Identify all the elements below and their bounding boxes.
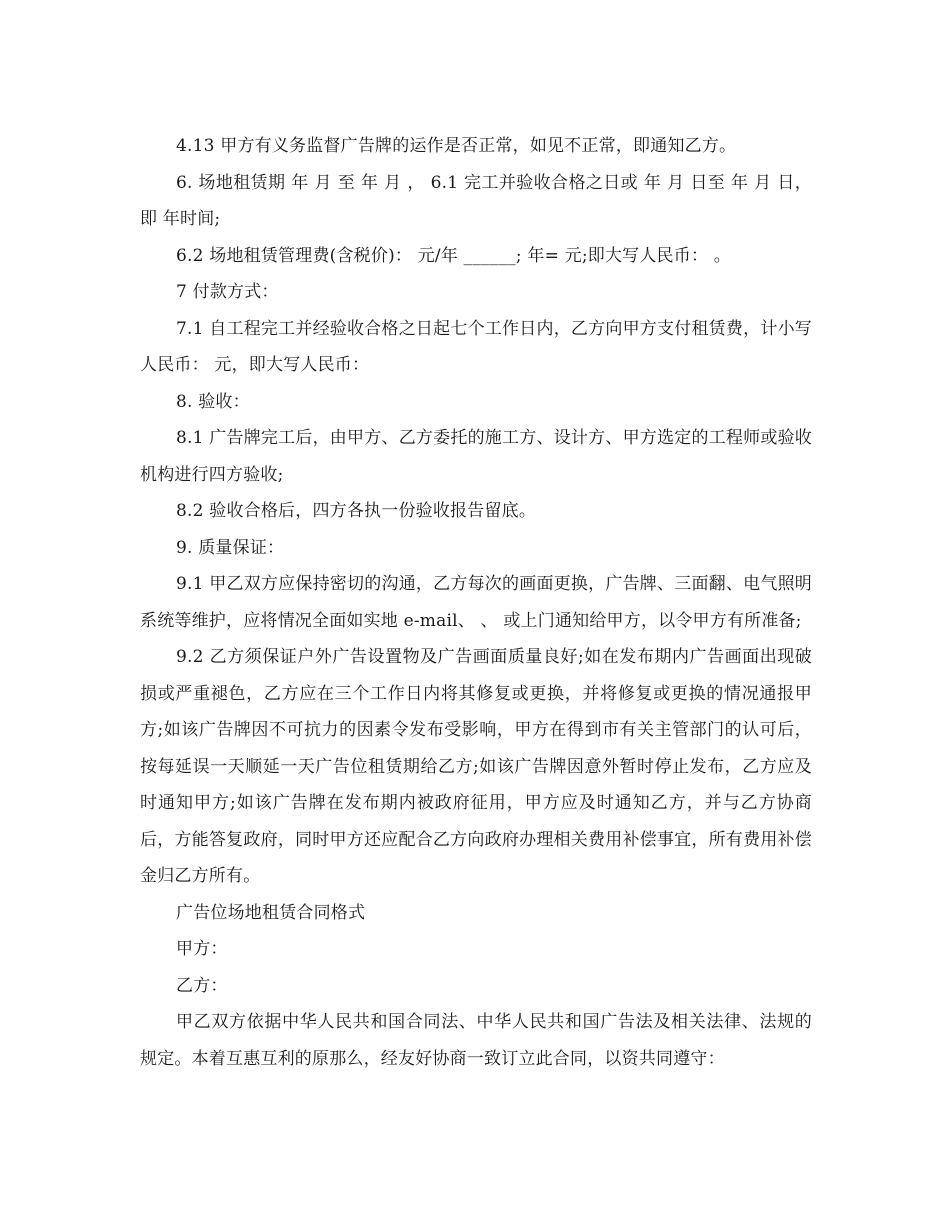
paragraph-9-1: 9.1 甲乙双方应保持密切的沟通，乙方每次的画面更换，广告牌、三面翻、电气照明系统等维护，应将情况全面如实地 e-mail、 、 或上门通知给甲方，以令甲方有所准备; <box>140 574 812 631</box>
heading-7-payment: 7 付款方式： <box>176 282 279 302</box>
paragraph-6-2-management-fee: 6.2 场地租赁管理费(含税价)： 元/年 ______; 年= 元;即大写人民币： 。 <box>176 245 731 266</box>
heading-8-acceptance: 8. 验收： <box>176 391 250 412</box>
paragraph-7-1: 7.1 自工程完工并经验收合格之日起七个工作日内，乙方向甲方支付租赁费，计小写人民币： 元，即大写人民币： <box>140 318 812 375</box>
document-body <box>140 128 812 1077</box>
contract-preamble: 甲乙双方依据中华人民共和国合同法、中华人民共和国广告法及相关法律、法规的规定。本着互惠互利的原那么，经友好协商一致订立此合同，以资共同遵守： <box>140 1012 812 1069</box>
contract-format-title: 广告位场地租赁合同格式 <box>176 902 366 923</box>
party-a-label: 甲方： <box>176 939 228 959</box>
paragraph-8-1: 8.1 广告牌完工后，由甲方、乙方委托的施工方、设计方、甲方选定的工程师或验收机构进行四方验收; <box>140 428 812 485</box>
party-b-label: 乙方： <box>176 975 228 996</box>
paragraph-9-2: 9.2 乙方须保证户外广告设置物及广告画面质量良好;如在发布期内广告画面出现破损或严重褪色，乙方应在三个工作日内将其修复或更换，并将修复或更换的情况通报甲方;如该广告牌因不可抗力的因素令发布受影响，甲方在得到市有关主管部门的认可后，按每延误一天顺延一天广告位租赁期给乙方;如该广告牌因意外暂时停止发布，乙方应及时通知甲方;如该广告牌在发布期内被政府征用，甲方应及时通知乙方，并与乙方协商后，方能答复政府，同时甲方还应配合乙方向政府办理相关费用补偿事宜，所有费用补偿金归乙方所有。 <box>140 647 812 886</box>
paragraph-4-13: 4.13 甲方有义务监督广告牌的运作是否正常，如见不正常，即通知乙方。 <box>176 136 737 156</box>
paragraph-6-lease-period: 6. 场地租赁期 年 月 至 年 月 ， 6.1 完工并验收合格之日或 年 月 日至 年 月 日，即 年时间; <box>140 172 812 229</box>
paragraph-8-2: 8.2 验收合格后，四方各执一份验收报告留底。 <box>176 501 537 521</box>
heading-9-quality: 9. 质量保证： <box>176 537 285 558</box>
